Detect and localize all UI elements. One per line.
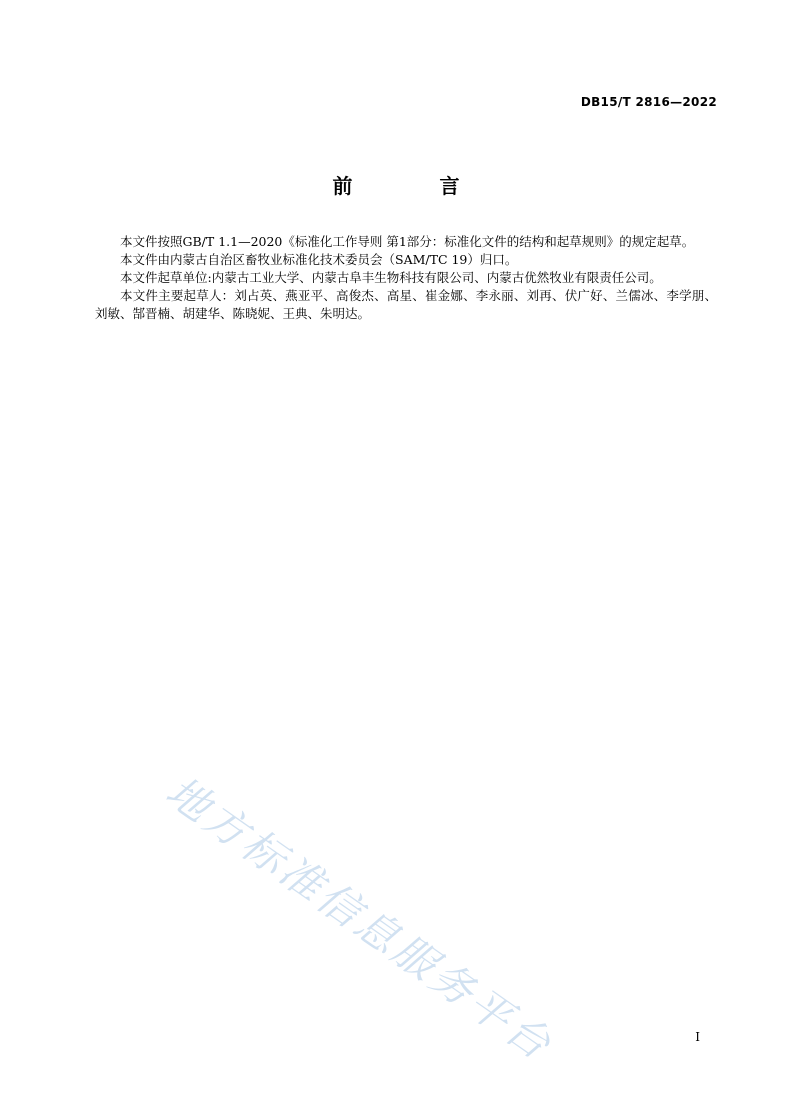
paragraph-drafting-rules: 本文件按照GB/T 1.1—2020《标准化工作导则 第1部分：标准化文件的结构和起草规则》的规定起草。 [120,234,695,249]
watermark: 地方标准信息服务平台 [157,766,563,1071]
document-code: DB15/T 2816—2022 [580,95,717,109]
foreword-body [95,233,717,323]
page-title: 前 言 [332,174,500,198]
paragraph-drafting-units: 本文件起草单位:内蒙古工业大学、内蒙古阜丰生物科技有限公司、内蒙古优然牧业有限责任公司。 [120,270,662,285]
page-number: I [695,1030,700,1044]
paragraph-committee: 本文件由内蒙古自治区畜牧业标准化技术委员会（SAM/TC 19）归口。 [120,252,518,267]
paragraph-drafters: 本文件主要起草人：刘占英、燕亚平、高俊杰、高星、崔金娜、李永丽、刘再、伏广好、兰儒冰、李学朋、刘敏、郜晋楠、胡建华、陈晓妮、王典、朱明达。 [95,288,717,321]
